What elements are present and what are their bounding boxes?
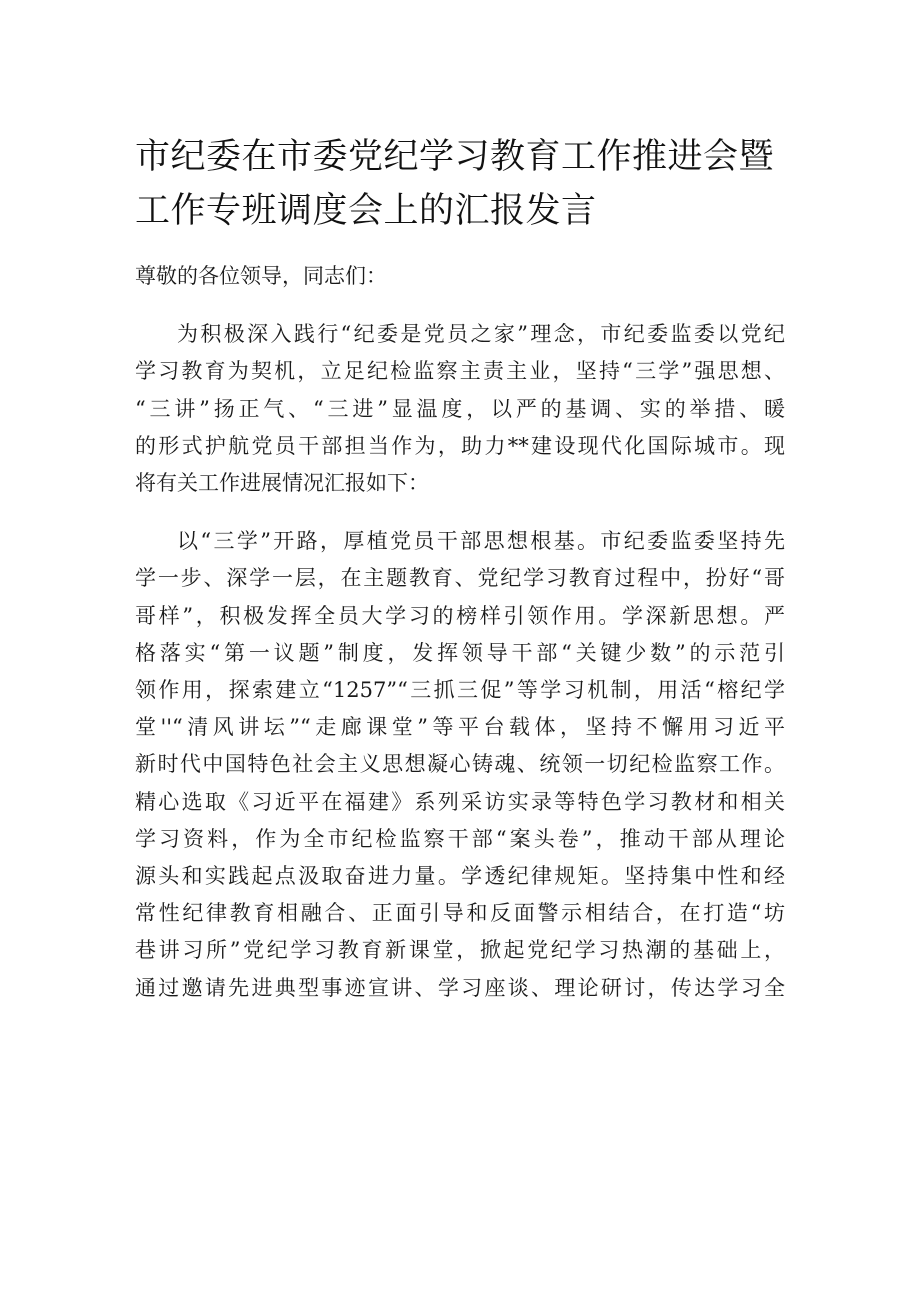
paragraph-line: 源头和实践起点汲取奋进力量。学透纪律规矩。坚持集中性和经 [135,864,785,889]
paragraph-line: 巷讲习所”党纪学习教育新课堂，掀起党纪学习热潮的基础上， [135,938,785,963]
paragraph-line: 将有关工作进展情况汇报如下： [135,471,429,496]
title-line: 市纪委在市委党纪学习教育工作推进会暨 [135,137,775,177]
document-title [135,130,815,238]
paragraph-line: 的形式护航党员干部担当作为，助力**建设现代化国际城市。现 [135,433,785,458]
paragraph-line: 堂''“清风讲坛”“走廊课堂”等平台载体，坚持不懈用习近平 [135,715,785,740]
document-body [135,258,785,1028]
paragraph-line: 哥样”，积极发挥全员大学习的榜样引领作用。学深新思想。严 [135,603,785,628]
paragraph-line: 常性纪律教育相融合、正面引导和反面警示相结合，在打造“坊 [135,901,785,926]
salutation: 尊敬的各位领导，同志们： [135,264,387,288]
paragraph-line: 格落实“第一议题”制度，发挥领导干部“关键少数”的示范引 [135,640,785,665]
paragraph-line: 学习资料，作为全市纪检监察干部“案头卷”，推动干部从理论 [135,826,785,851]
paragraph-line: 学一步、深学一层，在主题教育、党纪学习教育过程中，扮好“哥 [135,566,785,591]
paragraph-line: 为积极深入践行“纪委是党员之家”理念，市纪委监委以党纪 [177,322,785,347]
paragraph-line: 领作用，探索建立“1257”“三抓三促”等学习机制，用活“榕纪学 [135,678,785,703]
title-line: 工作专班调度会上的汇报发言 [135,191,597,231]
paragraph-line: 以“三学”开路，厚植党员干部思想根基。市纪委监委坚持先 [177,529,785,554]
paragraph-intro [135,316,785,502]
paragraph-line: 学习教育为契机，立足纪检监察主责主业，坚持“三学”强思想、 [135,359,785,384]
paragraph-line: 通过邀请先进典型事迹宣讲、学习座谈、理论研讨，传达学习全 [135,975,785,1000]
paragraph-line: 精心选取《习近平在福建》系列采访实录等特色学习教材和相关 [135,789,785,814]
paragraph-line: 新时代中国特色社会主义思想凝心铸魂、统领一切纪检监察工作。 [135,752,785,777]
paragraph-line: “三讲”扬正气、“三进”显温度，以严的基调、实的举措、暖 [135,396,785,421]
paragraph-three-learnings [135,523,785,1007]
